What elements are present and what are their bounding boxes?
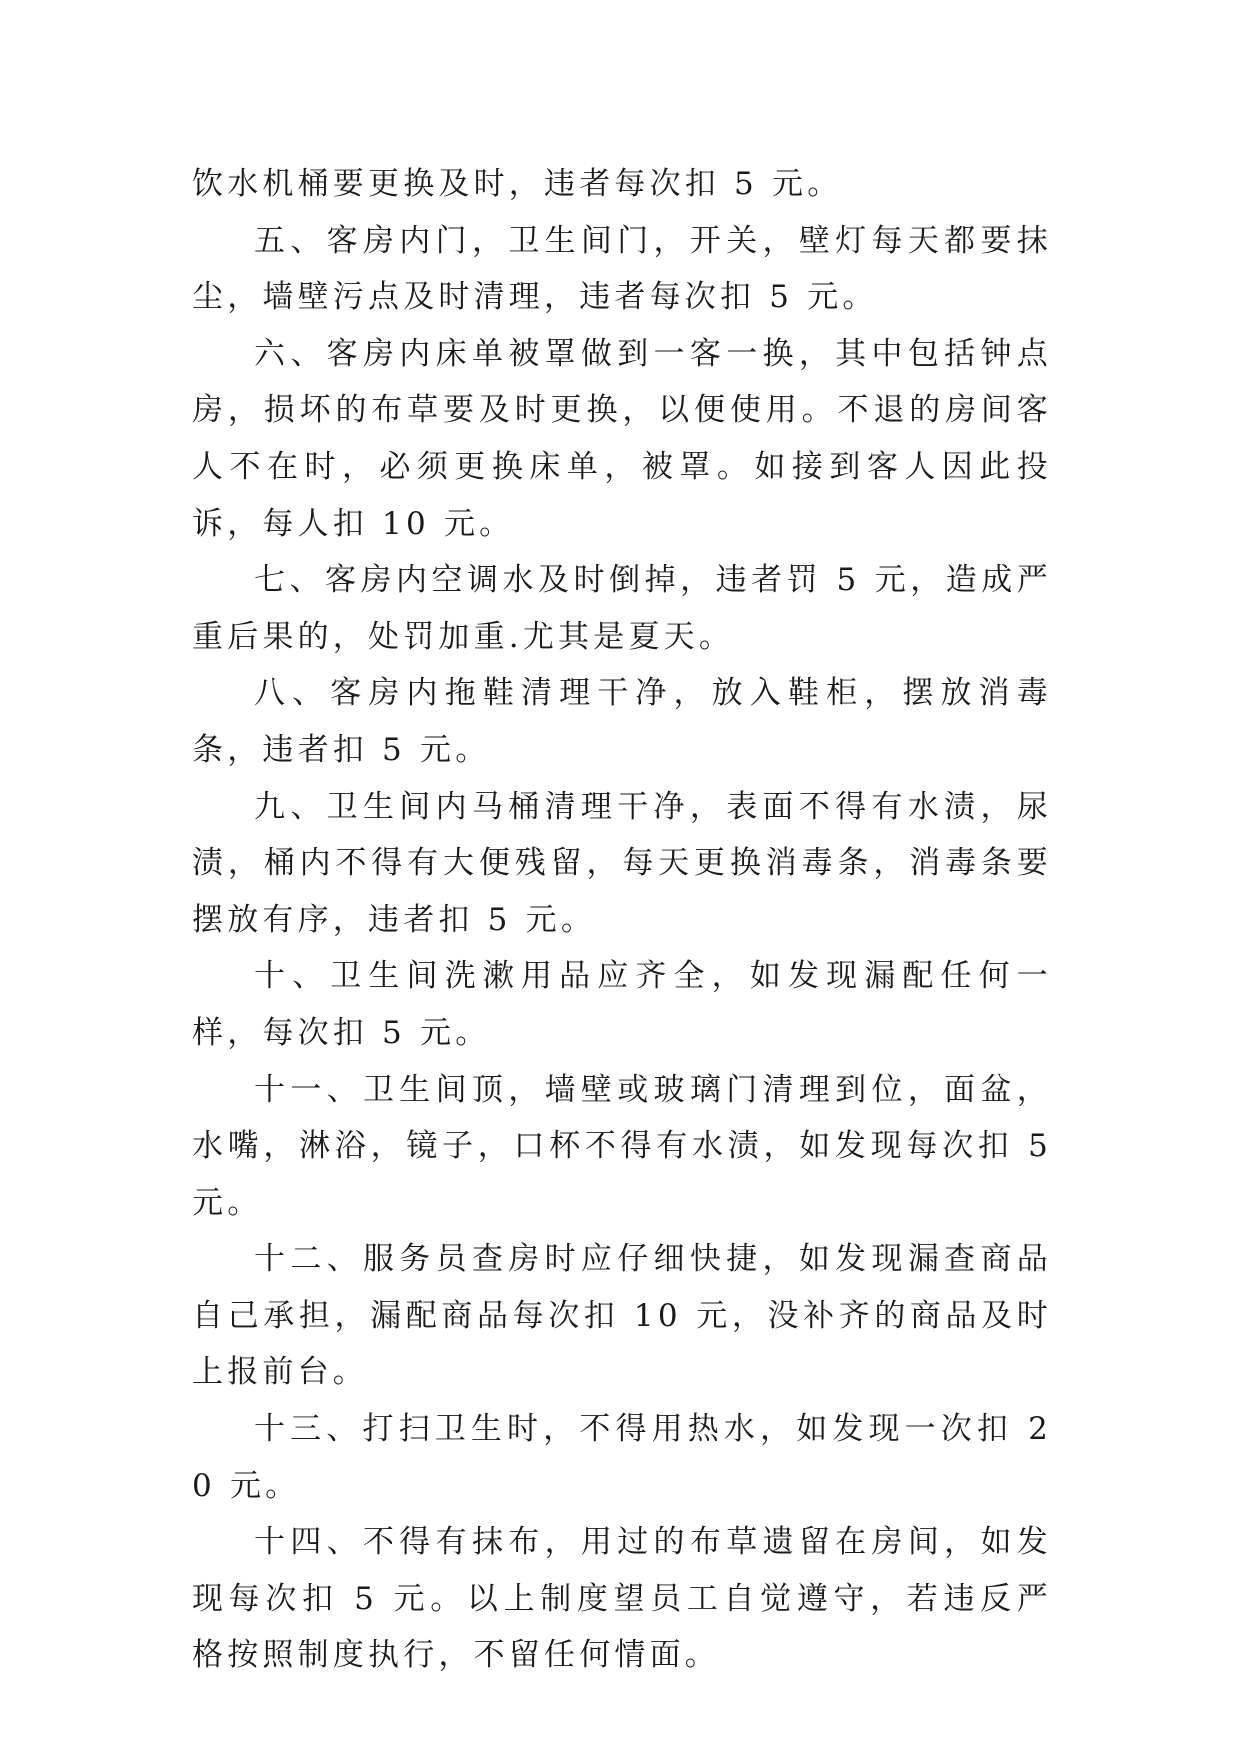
paragraph-rule-8: 八、客房内拖鞋清理干净，放入鞋柜，摆放消毒条，违者扣 5 元。 [192, 675, 1052, 768]
paragraph-rule-14: 十四、不得有抹布，用过的布草遗留在房间，如发现每次扣 5 元。以上制度望员工自觉遵守，若违反严格按照制度执行，不留任何情面。 [192, 1524, 1052, 1674]
paragraph-rule-13: 十三、打扫卫生时，不得用热水，如发现一次扣 20 元。 [192, 1411, 1052, 1504]
paragraph-rule-11: 十一、卫生间顶，墙壁或玻璃门清理到位，面盆，水嘴，淋浴，镜子，口杯不得有水渍，如发现每次扣 5 元。 [192, 1071, 1052, 1221]
paragraph-rule-10: 十、卫生间洗漱用品应齐全，如发现漏配任何一样，每次扣 5 元。 [192, 958, 1052, 1051]
paragraph-rule-12: 十二、服务员查房时应仔细快捷，如发现漏查商品自己承担，漏配商品每次扣 10 元，没补齐的商品及时上报前台。 [192, 1241, 1052, 1391]
paragraph-continued: 饮水机桶要更换及时，违者每次扣 5 元。 [192, 166, 843, 202]
paragraph-rule-5: 五、客房内门，卫生间门，开关，壁灯每天都要抹尘，墙壁污点及时清理，违者每次扣 5 元。 [192, 222, 1052, 316]
paragraph-rule-6: 六、客房内床单被罩做到一客一换，其中包括钟点房，损坏的布草要及时更换，以便使用。不退的房间客人不在时，必须更换床单，被罩。如接到客人因此投诉，每人扣 10 元。 [192, 335, 1052, 542]
paragraph-rule-9: 九、卫生间内马桶清理干净，表面不得有水渍，尿渍，桶内不得有大便残留，每天更换消毒条，消毒条要摆放有序，违者扣 5 元。 [192, 788, 1052, 938]
paragraph-rule-7: 七、客房内空调水及时倒掉，违者罚 5 元，造成严重后果的，处罚加重.尤其是夏天。 [192, 562, 1052, 655]
document-body [192, 156, 1052, 1684]
